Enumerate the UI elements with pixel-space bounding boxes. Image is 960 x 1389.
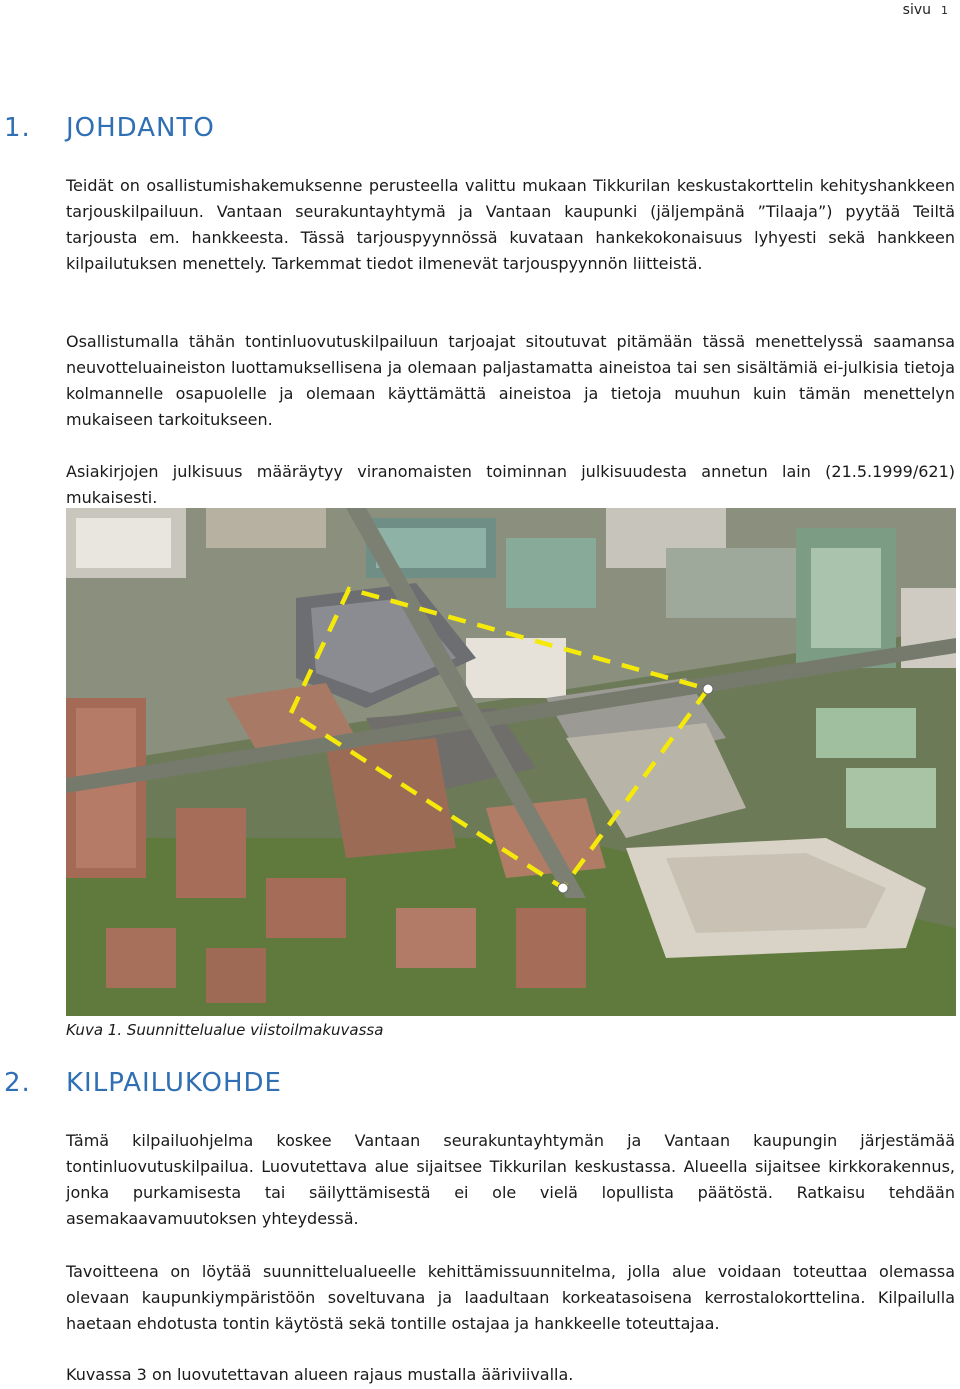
section-1-title: JOHDANTO [66,113,215,143]
figure-caption: Kuva 1. Suunnittelualue viistoilmakuvassa [66,1021,384,1039]
page-number-value: 1 [941,4,948,17]
boundary-marker [558,883,568,893]
page-number [903,2,948,18]
intro-paragraph: Teidät on osallistumishakemuksenne perusteella valittu mukaan Tikkurilan keskustakorttelin kehityshankkeen tarjouskilpailuun. Vantaan seurakuntayhtymä ja Vantaan kaupunki (jäljempänä ”Tilaaja”) pyytää Teiltä tarjousta em. hankkeesta. Tässä tarjouspyynnössä kuvataan hankekokonaisuus lyhyesti sekä hankkeen kilpailutuksen menettely. Tarkemmat tiedot ilmenevät tarjouspyynnön liitteistä. [66,176,955,273]
section-2-heading [4,1068,282,1098]
page-label: sivu [902,2,931,18]
aerial-photo [66,508,956,1016]
section-2-number: 2. [4,1068,31,1098]
section-1-heading [4,113,215,143]
figure-reference-paragraph: Kuvassa 3 on luovutettavan alueen rajaus mustalla ääriviivalla. [66,1365,574,1384]
confidentiality-paragraph: Osallistumalla tähän tontinluovutuskilpailuun tarjoajat sitoutuvat pitämään tässä menettelyssä saamansa neuvotteluaineiston luottamuksellisena ja olemaan paljastamatta aineistoa tai sen sisältämiä ei-julkisia tietoja kolmannelle osapuolelle ja olemaan käyttämättä aineistoa ja tietoja muuhun kuin tämän menettelyn mukaiseen tarkoitukseen. [66,332,955,429]
section-1-number: 1. [4,113,31,143]
boundary-marker [703,684,713,694]
publicity-paragraph: Asiakirjojen julkisuus määräytyy viranomaisten toiminnan julkisuudesta annetun lain (21.5.1999/621) mukaisesti. [66,462,955,507]
scope-paragraph: Tämä kilpailuohjelma koskee Vantaan seurakuntayhtymän ja Vantaan kaupungin järjestämää tontinluovutuskilpailua. Luovutettava alue sijaitsee Tikkurilan keskustassa. Alueella sijaitsee kirkkorakennus, jonka purkamisesta tai säilyttämisestä ei ole vielä lopullista päätöstä. Ratkaisu tehdään asemakaavamuutoksen yhteydessä. [66,1131,955,1228]
objective-paragraph: Tavoitteena on löytää suunnittelualueelle kehittämissuunnitelma, jolla alue voidaan toteuttaa olemassa olevaan kaupunkiympäristöön soveltuvana ja laadultaan korkeatasoisena kerrostalokorttelina. Kilpailulla haetaan ehdotusta tontin käytöstä sekä tontille ostajaa ja hankkeelle toteuttajaa. [66,1262,955,1333]
section-2-title: KILPAILUKOHDE [66,1068,282,1098]
